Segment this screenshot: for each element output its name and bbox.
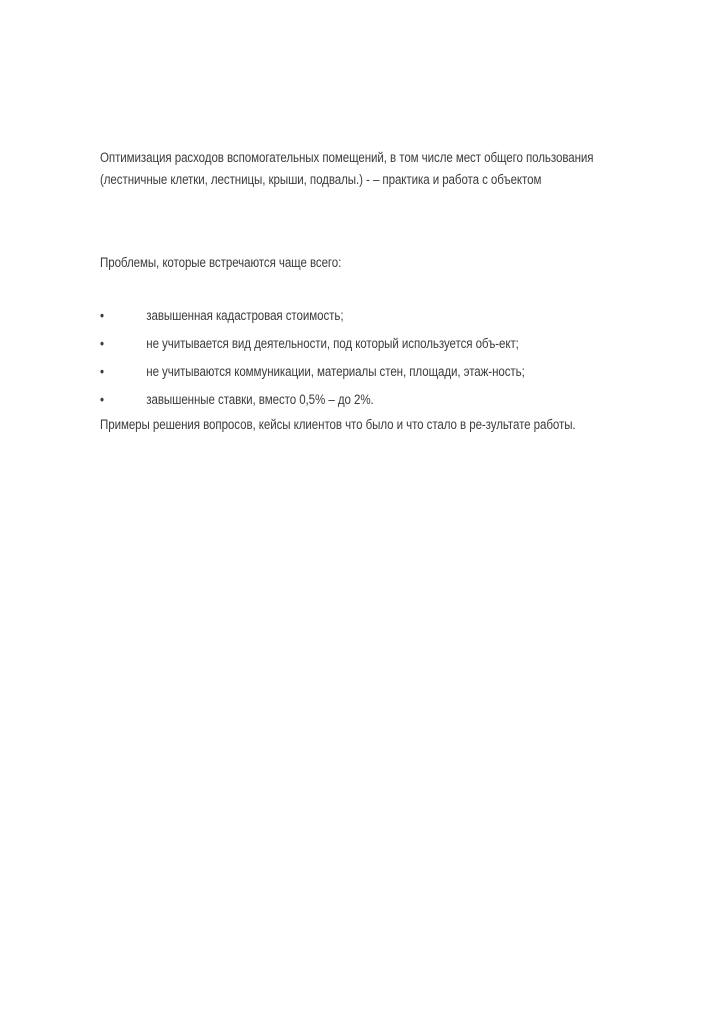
list-item (100, 361, 631, 383)
list-item (100, 389, 631, 411)
problems-list (100, 305, 631, 411)
list-item (100, 305, 631, 327)
bullet-icon: • (100, 392, 104, 407)
bullet-icon: • (100, 308, 104, 323)
document-content (100, 147, 631, 436)
list-item-text: завышенные ставки, вместо 0,5% – до 2%. (146, 392, 374, 407)
problems-heading: Проблемы, которые встречаются чаще всего: (100, 255, 342, 270)
bullet-icon: • (100, 336, 104, 351)
intro-paragraph: Оптимизация расходов вспомогательных помещений, в том числе мест общего пользования (лестничные клетки, лестницы, крыши, подвалы.) - – практика и работа с объектом (100, 150, 594, 187)
bullet-icon: • (100, 364, 104, 379)
examples-paragraph: Примеры решения вопросов, кейсы клиентов что было и что стало в ре-зультате работы. (100, 417, 576, 432)
list-item (100, 333, 631, 355)
list-item-text: завышенная кадастровая стоимость; (146, 308, 344, 323)
list-item-text: не учитываются коммуникации, материалы стен, площади, этаж-ность; (146, 364, 525, 379)
list-item-text: не учитывается вид деятельности, под который используется объ-ект; (146, 336, 519, 351)
